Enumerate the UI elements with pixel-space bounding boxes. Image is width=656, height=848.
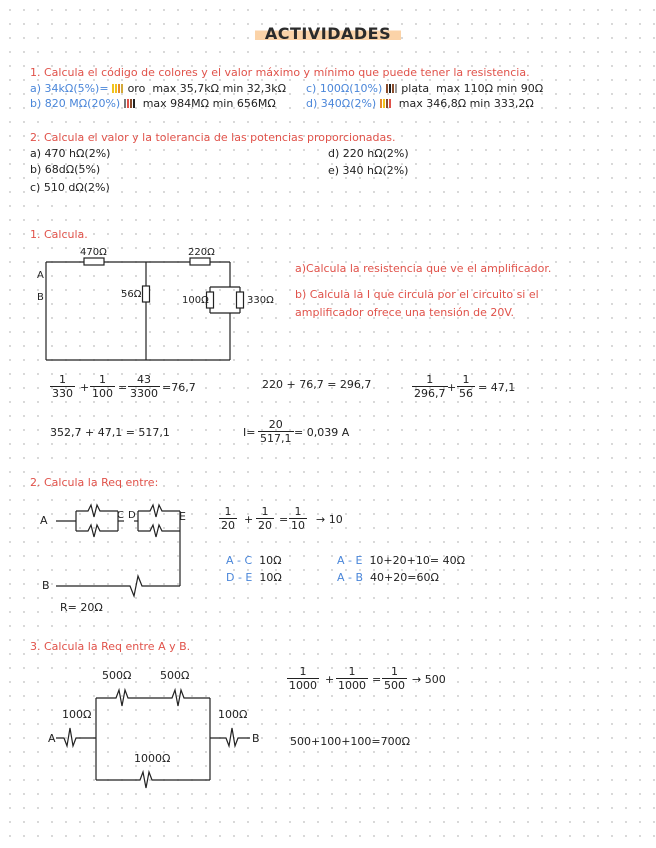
sec1-item-b: b) 820 MΩ(20%) max 984MΩ min 656MΩ bbox=[30, 97, 276, 110]
sec2-item-e: e) 340 hΩ(2%) bbox=[328, 164, 409, 177]
frac-1-1000-b: $\frac{1}{1000}$ bbox=[338, 665, 366, 692]
c2-node-e: E bbox=[179, 510, 186, 523]
equals-sign: = bbox=[279, 513, 289, 526]
frac-1-56: $\frac{1}{56}$ bbox=[459, 373, 473, 400]
section1-heading: 1. Calcula el código de colores y el valor máximo y mínimo que puede tener la resistencia. bbox=[30, 66, 530, 79]
req-row-d-e: D - E 10Ω bbox=[226, 571, 282, 584]
c1-r5-label: 330Ω bbox=[247, 295, 274, 306]
equals-sign: = bbox=[118, 381, 128, 394]
frac-20-517-1: $\frac{20}{517,1}$ bbox=[260, 418, 292, 445]
plus-sign: + bbox=[325, 673, 335, 686]
equals-sign: = bbox=[372, 673, 382, 686]
frac-1-100: $\frac{1}{100}$ bbox=[92, 373, 113, 400]
sec2-item-a: a) 470 hΩ(2%) bbox=[30, 147, 111, 160]
frac-1-1000-a: $\frac{1}{1000}$ bbox=[289, 665, 317, 692]
sec3-question-b-line1: b) Calcula la I que circula por el circuito si el bbox=[295, 288, 539, 301]
result-47-1: = 47,1 bbox=[478, 381, 516, 394]
frac-1-10: $\frac{1}{10}$ bbox=[291, 505, 305, 532]
plus-sign: + bbox=[80, 381, 90, 394]
result-76-7: =76,7 bbox=[162, 381, 196, 394]
sec1-item-c: c) 100Ω(10%) plata max 110Ω min 90Ω bbox=[306, 82, 544, 95]
eq-700: 500+100+100=700Ω bbox=[290, 735, 411, 748]
req-row-a-b: A - B 40+20=60Ω bbox=[337, 571, 439, 584]
sec2-item-b: b) 68dΩ(5%) bbox=[30, 163, 101, 176]
section4-heading: 2. Calcula la Req entre: bbox=[30, 476, 159, 489]
result-500: → 500 bbox=[412, 673, 446, 686]
frac-1-330: $\frac{1}{330}$ bbox=[52, 373, 73, 400]
c3-r5-label: 1000Ω bbox=[134, 752, 171, 765]
c1-node-b: B bbox=[37, 292, 44, 303]
page-title: ACTIVIDADES bbox=[0, 24, 656, 43]
c3-node-b: B bbox=[252, 732, 260, 745]
frac-43-3300: $\frac{43}{3300}$ bbox=[130, 373, 158, 400]
sec2-item-d: d) 220 hΩ(2%) bbox=[328, 147, 409, 160]
section2-heading: 2. Calcula el valor y la tolerancia de las potencias proporcionadas. bbox=[30, 131, 396, 144]
c2-node-d: D bbox=[128, 510, 136, 521]
c3-r4-label: 100Ω bbox=[218, 708, 248, 721]
c1-r4-label: 100Ω bbox=[182, 295, 209, 306]
current-result: = 0,039 A bbox=[294, 426, 350, 439]
c2-r-label: R= 20Ω bbox=[60, 601, 103, 614]
eq-517-1: 352,7 + 47,1 = 517,1 bbox=[50, 426, 170, 439]
frac-1-20-a: $\frac{1}{20}$ bbox=[221, 505, 235, 532]
section3-heading: 1. Calcula. bbox=[30, 228, 88, 241]
c1-r3-label: 56Ω bbox=[121, 289, 142, 300]
result-10: → 10 bbox=[316, 513, 343, 526]
current-prefix: I= bbox=[243, 426, 256, 439]
c1-node-a: A bbox=[37, 270, 44, 281]
eq-220-sum: 220 + 76,7 = 296,7 bbox=[262, 378, 372, 391]
c3-node-a: A bbox=[48, 732, 56, 745]
c3-r1-label: 500Ω bbox=[102, 669, 132, 682]
plus-sign: + bbox=[244, 513, 254, 526]
frac-1-500: $\frac{1}{500}$ bbox=[384, 665, 405, 692]
frac-1-296-7: $\frac{1}{296,7}$ bbox=[414, 373, 446, 400]
c2-node-b: B bbox=[42, 579, 50, 592]
sec3-question-b-line2: amplificador ofrece una tensión de 20V. bbox=[295, 306, 515, 319]
req-row-a-c: A - C 10Ω bbox=[226, 554, 282, 567]
c1-r2-label: 220Ω bbox=[188, 247, 215, 258]
frac-1-20-b: $\frac{1}{20}$ bbox=[258, 505, 272, 532]
c2-node-a: A bbox=[40, 514, 48, 527]
c2-node-c: C bbox=[117, 510, 124, 521]
c1-r1-label: 470Ω bbox=[80, 247, 107, 258]
plus-sign: + bbox=[447, 381, 457, 394]
sec2-item-c: c) 510 dΩ(2%) bbox=[30, 181, 110, 194]
c3-r3-label: 100Ω bbox=[62, 708, 92, 721]
req-row-a-e: A - E 10+20+10= 40Ω bbox=[337, 554, 465, 567]
sec3-question-a: a)Calcula la resistencia que ve el amplificador. bbox=[295, 262, 552, 275]
section5-heading: 3. Calcula la Req entre A y B. bbox=[30, 640, 191, 653]
sec1-item-a: a) 34kΩ(5%)= oro max 35,7kΩ min 32,3kΩ bbox=[30, 82, 287, 95]
c3-r2-label: 500Ω bbox=[160, 669, 190, 682]
sec1-item-d: d) 340Ω(2%) max 346,8Ω min 333,2Ω bbox=[306, 97, 534, 110]
